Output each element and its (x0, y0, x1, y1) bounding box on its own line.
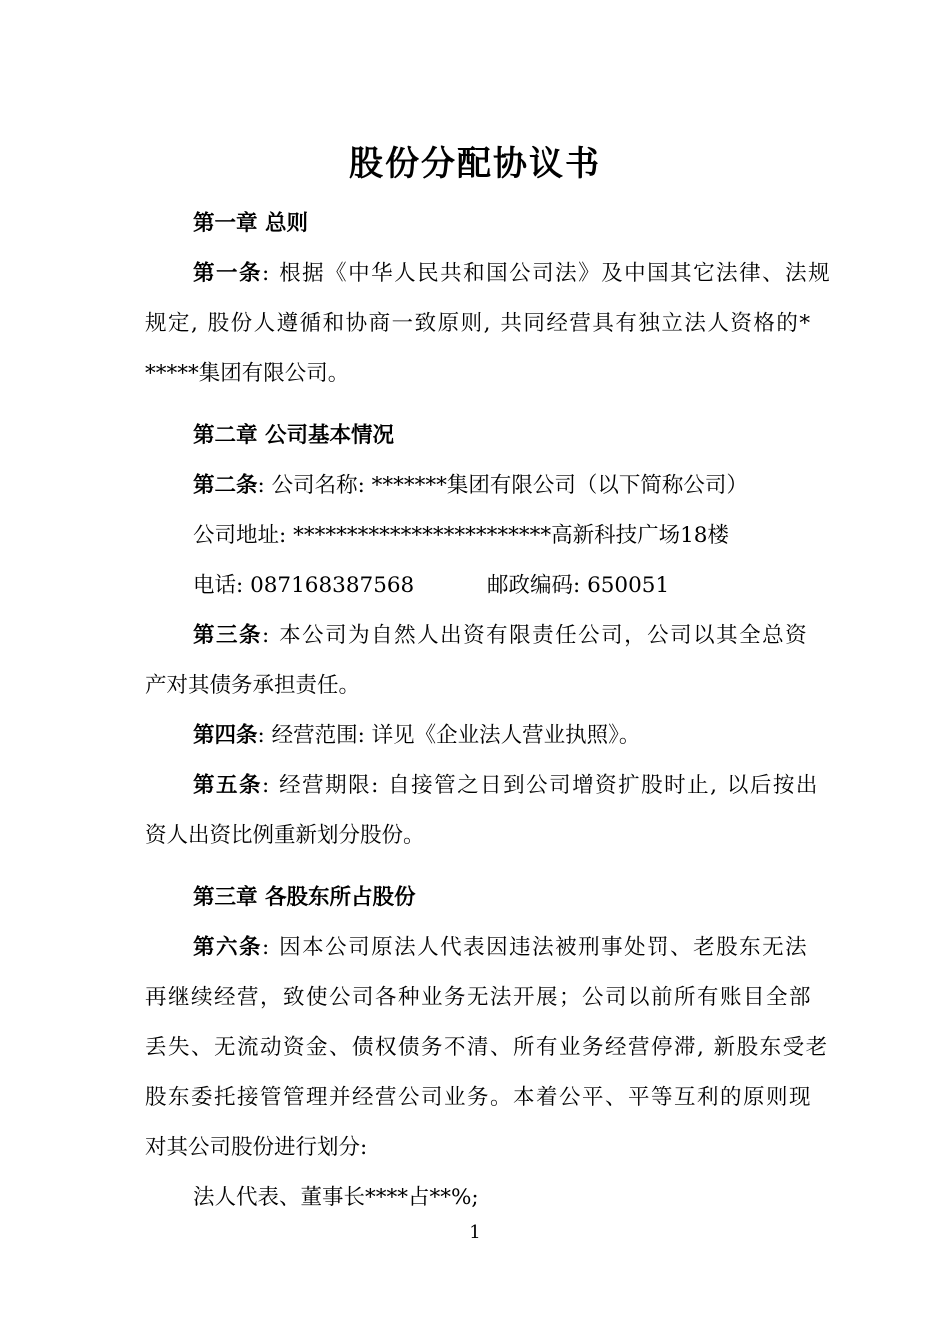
article-4-line (193, 718, 893, 749)
article-6-line-5: 对其公司股份进行划分: (145, 1135, 368, 1160)
article-5-line-2: 资人出资比例重新划分股份。 (145, 823, 425, 848)
article-3-label: 第三条 (193, 623, 263, 648)
article-2-line-1 (193, 468, 893, 499)
article-6-line-3: 丢失、无流动资金、债权债务不清、所有业务经营停滞, 新股东受老 (145, 1035, 829, 1060)
article-5-text: : 经营期限: 自接管之日到公司增资扩股时止, 以后按出 (262, 773, 819, 798)
article-6-line-1 (193, 930, 893, 961)
article-1-line-1 (193, 256, 893, 287)
article-1-label: 第一条 (193, 261, 263, 286)
chapter-3-heading: 第三章 各股东所占股份 (193, 885, 416, 910)
chapter-2-heading: 第二章 公司基本情况 (193, 423, 394, 448)
article-5-label: 第五条 (193, 773, 263, 798)
company-postcode: 邮政编码: 650051 (487, 573, 670, 598)
article-2-label: 第二条 (193, 473, 258, 498)
article-6-line-4: 股东委托接管管理并经营公司业务。本着公平、平等互利的原则现 (145, 1085, 813, 1110)
article-3-line-2: 产对其债务承担责任。 (145, 673, 361, 698)
article-6-text: : 因本公司原法人代表因违法被刑事处罚、老股东无法 (262, 935, 809, 960)
article-1-text: : 根据《中华人民共和国公司法》及中国其它法律、法规 (262, 261, 832, 286)
article-1-line-2: 规定, 股份人遵循和协商一致原则, 共同经营具有独立法人资格的* (145, 311, 812, 336)
article-3-text: : 本公司为自然人出资有限责任公司，公司以其全总资 (262, 623, 809, 648)
company-phone: 电话: 087168387568 (193, 573, 415, 598)
article-4-text: : 经营范围: 详见《企业法人营业执照》。 (257, 723, 641, 748)
chapter-1-heading: 第一章 总则 (193, 211, 308, 236)
article-3-line-1 (193, 618, 893, 649)
article-6-line-2: 再继续经营，致使公司各种业务无法开展；公司以前所有账目全部 (145, 985, 813, 1010)
article-5-line-1 (193, 768, 893, 799)
article-1-line-3: *****集团有限公司。 (145, 361, 350, 386)
page-number: 1 (469, 1222, 481, 1243)
company-address: 公司地址: ************************高新科技广场18楼 (193, 523, 729, 548)
share-allocation-item: 法人代表、董事长****占**%; (193, 1185, 479, 1210)
article-4-label: 第四条 (193, 723, 258, 748)
article-2-text: : 公司名称: *******集团有限公司（以下简称公司） (257, 473, 748, 498)
article-6-label: 第六条 (193, 935, 263, 960)
document-title: 股份分配协议书 (349, 144, 601, 184)
